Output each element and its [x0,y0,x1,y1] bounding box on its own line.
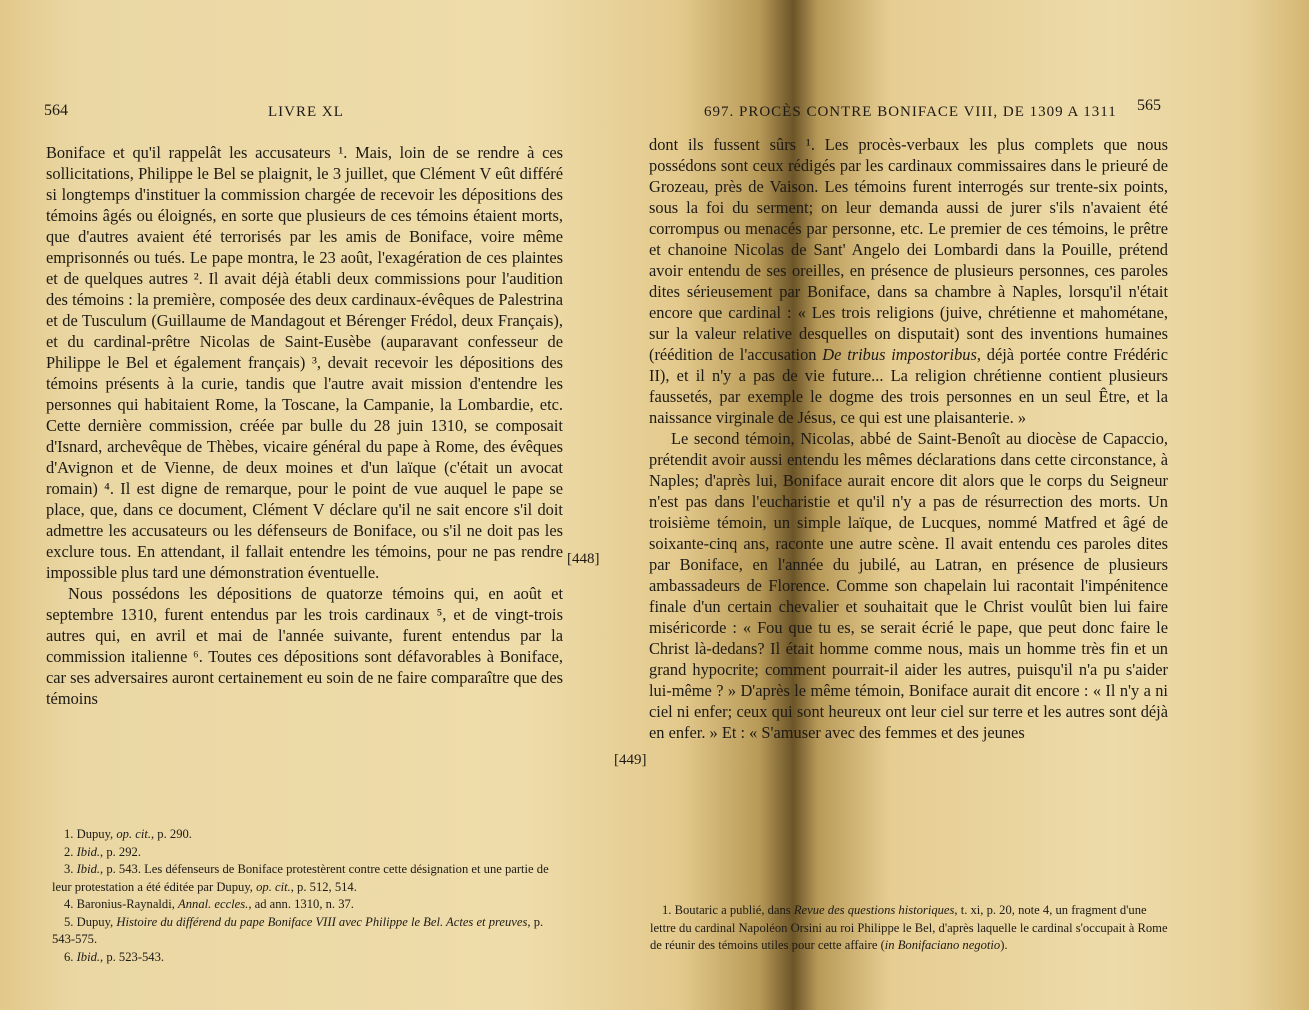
margin-marker: [449] [614,752,647,768]
margin-marker: [448] [567,551,600,567]
right-page [612,0,1309,1010]
right-body-text [649,134,1168,743]
left-page [0,0,600,1010]
running-head: LIVRE XL [268,104,344,120]
page-number: 564 [44,102,68,119]
footnote: 1. Boutaric a publié, dans Revue des questions historiques, t. xi, p. 20, note 4, un fragment d'une lettre du cardinal Napoléon Orsini au roi Philippe le Bel, d'après laquelle le cardinal s'occupait à Rome de réunir des témoins utiles pour cette affaire (in Bonifaciano negotio). [650,903,1168,952]
right-footnotes [650,902,1168,955]
running-head: 697. PROCÈS CONTRE BONIFACE VIII, DE 1309 A 1311 [704,104,1117,120]
footnote: 4. Baronius-Raynaldi, Annal. eccles., ad ann. 1310, n. 37. [64,897,354,911]
paragraph: dont ils fussent sûrs ¹. Les procès-verbaux les plus complets que nous possédons sont ceux rédigés par les cardinaux commissaires dans le prieuré de Grozeau, près de Vaison. Les témoins furent interrogés sur trente-six points, sous la foi du serment; on leur demanda aussi de jurer s'ils n'avaient été corrompus ou menacés par personne, etc. Le premier de ces témoins, le prêtre et chanoine Nicolas de Sant' Angelo dei Lombardi dans la Pouille, prétend avoir entendu de ses oreilles, en présence de plusieurs personnes, ces paroles dites sérieusement par Boniface, dans sa chambre à Naples, lorsqu'il n'était encore que cardinal : « Les trois religions (juive, chrétienne et mahométane, sur la valeur relative desquelles on disputait) sont des inventions humaines (réédition de l'accusation De tribus impostoribus, déjà portée contre Frédéric II), et il n'y a pas de vie future... La religion chrétienne contient plusieurs faussetés, par exemple le dogme des trois personnes en un seul Être, et la naissance virginale de Jésus, ce qui est une plaisanterie. » [649,135,1168,427]
footnote: 2. Ibid., p. 292. [64,844,141,859]
footnote: 1. Dupuy, op. cit., p. 290. [64,827,192,841]
footnote: 6. Ibid., p. 523-543. [64,949,165,964]
paragraph: Nous possédons les dépositions de quatorze témoins qui, en août et septembre 1310, furent entendus par les trois cardinaux ⁵, et de vingt-trois autres qui, en avril et mai de l'année suivante, furent entendus par la commission italienne ⁶. Toutes ces dépositions sont défavorables à Boniface, car ses adversaires auront certainement eu soin de ne faire comparaître que des témoins [46,584,563,708]
left-footnotes [52,826,564,966]
paragraph: Le second témoin, Nicolas, abbé de Saint-Benoît au diocèse de Capaccio, prétendit avoir aussi entendu les mêmes déclarations dans cette circonstance, à Naples; d'après lui, Boniface aurait encore dit alors que le corps du Seigneur n'est pas dans l'eucharistie et qu'il n'y a pas de résurrection des morts. Un troisième témoin, un simple laïque, de Lucques, nommé Matfred et âgé de soixante-cinq ans, raconte une autre scène. Il avait entendu ces paroles dites par Boniface, en l'année du jubilé, au Latran, en présence de plusieurs ambassadeurs de Florence. Comme son chapelain lui racontait l'impénitence finale d'un certain chevalier et souhaitait que le Christ voulût bien lui faire miséricorde : « Fou que tu es, se serait écrié le pape, que peut donc faire le Christ là-dedans? Il était homme comme nous, mais un homme très fin et un grand hypocrite; comment pourrait-il aider les autres, puisqu'il n'a pu s'aider lui-même ? » D'après le même témoin, Boniface aurait dit encore : « Il n'y a ni ciel ni enfer; ceux qui sont heureux ont leur ciel sur terre et les autres sont déjà en enfer. » Et : « S'amuser avec des femmes et des jeunes [649,429,1168,742]
left-body-text [46,142,563,709]
footnote: 3. Ibid., p. 543. Les défenseurs de Boniface protestèrent contre cette désignation et une partie de leur protestation a été éditée par Dupuy, op. cit., p. 512, 514. [52,862,549,894]
page-number: 565 [1137,97,1161,114]
footnote: 5. Dupuy, Histoire du différend du pape Boniface VIII avec Philippe le Bel. Actes et preuves, p. 543-575. [52,914,544,946]
paragraph: Boniface et qu'il rappelât les accusateurs ¹. Mais, loin de se rendre à ces sollicitations, Philippe le Bel se plaignit, le 3 juillet, que Clément V eût différé si longtemps d'instituer la commission chargée de recevoir les dépositions des témoins âgés ou éloignés, en sorte que plusieurs de ces témoins étaient morts, que d'autres avaient été terrorisés par les amis de Boniface, voire même emprisonnés ou tués. Le pape montra, le 23 août, l'exagération de ces plaintes et de quelques autres ². Il avait déjà établi deux commissions pour l'audition des témoins : la première, composée des deux cardinaux-évêques de Palestrina et de Tusculum (Guillaume de Mandagout et Bérenger Frédol, deux Français), et du cardinal-prêtre Nicolas de Saint-Eusèbe (auparavant confesseur de Philippe le Bel et également français) ³, devait recevoir les dépositions des témoins présents à la curie, tandis que l'autre avait mission d'entendre les personnes qui habitaient Rome, la Toscane, la Campanie, la Lombardie, etc. Cette dernière commission, créée par bulle du 28 juin 1310, se composait d'Isnard, archevêque de Thèbes, vicaire général du pape à Rome, des évêques d'Avignon et de Vienne, de deux moines et d'un laïque (c'était un avocat romain) ⁴. Il est digne de remarque, pour le point de vue auquel le pape se place, que, dans ce document, Clément V déclare qu'il ne sait encore s'il doit admettre les accusateurs ou les défenseurs de Boniface, ou s'il ne doit pas les exclure tous. En attendant, il fallait entendre les témoins, pour ne pas rendre impossible plus tard une démonstration éventuelle. [46,143,563,582]
